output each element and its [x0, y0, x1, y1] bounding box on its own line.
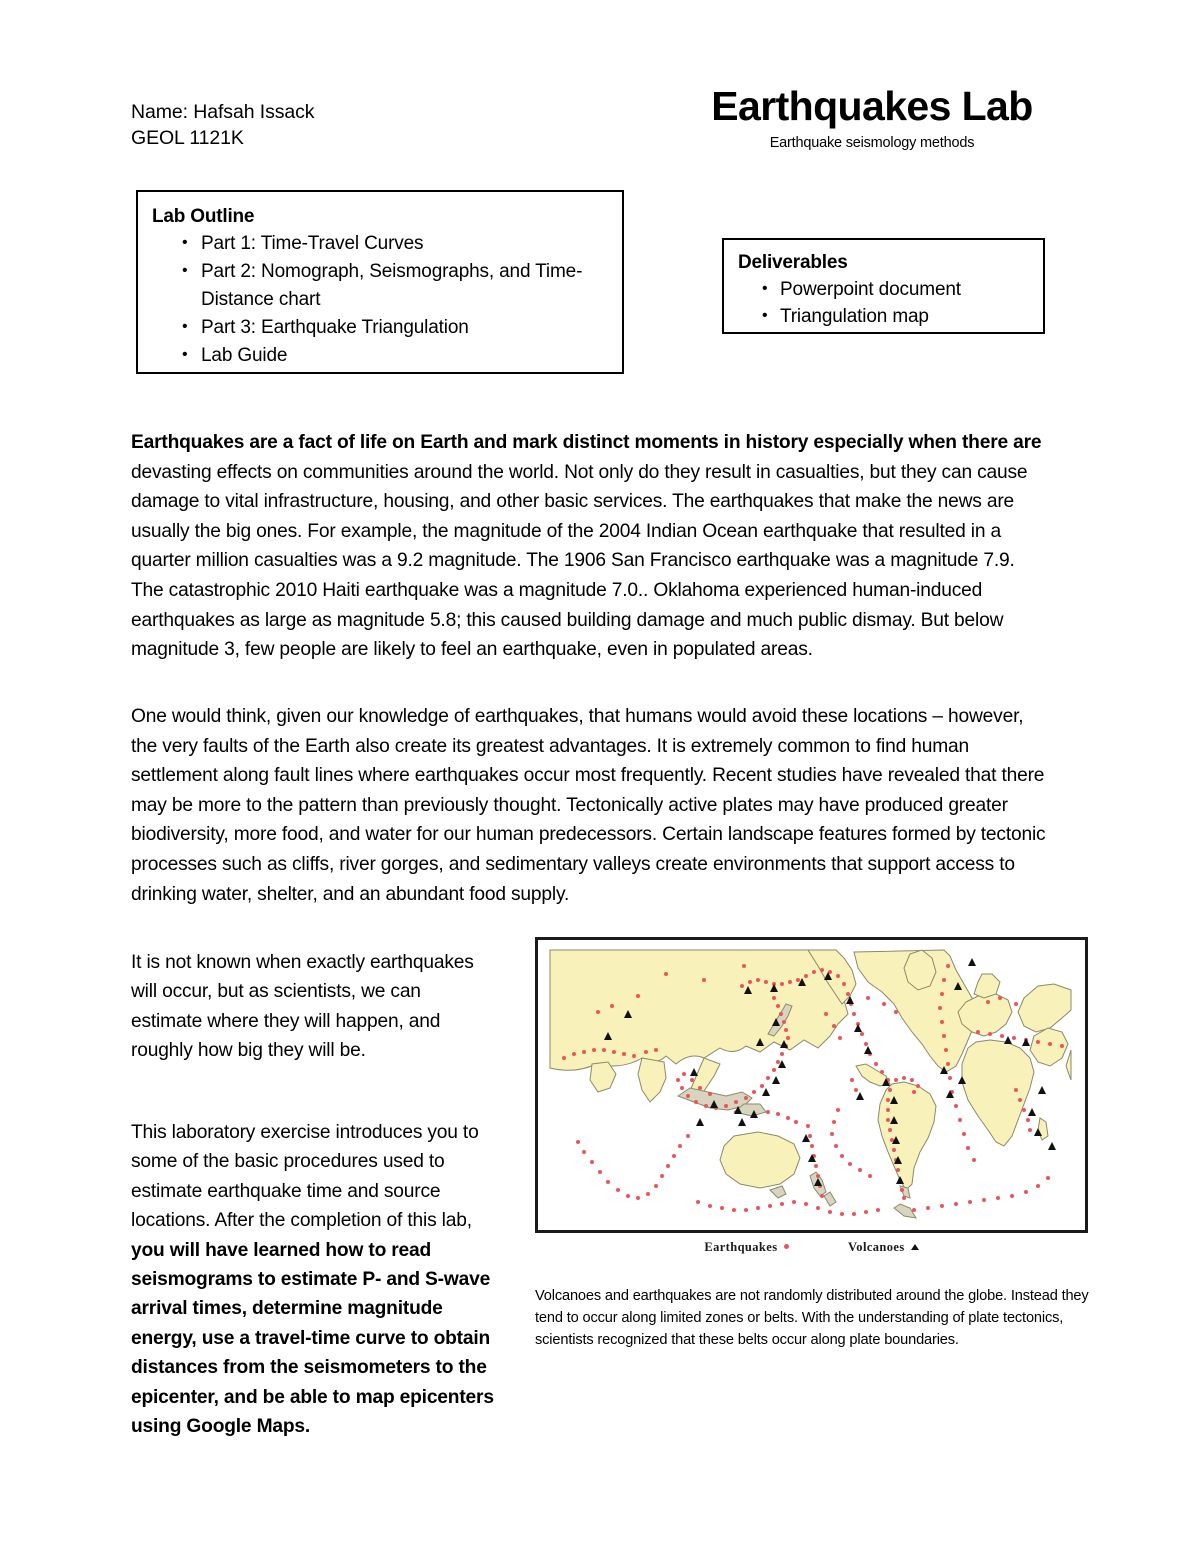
figure-caption: Volcanoes and earthquakes are not randomly distributed around the globe. Instead they tend to occur along limited zones or belts. With the understanding of plate tectonics, scientists recognized that these belts occur along plate boundaries.	[535, 1288, 1089, 1348]
list-item: • Triangulation map	[738, 303, 1029, 330]
volcano-triangle-icon	[911, 1244, 919, 1250]
student-name-line: Name: Hafsah Issack	[131, 101, 315, 123]
left-column-paragraph-2	[131, 1118, 497, 1441]
list-item: • Lab Guide	[152, 342, 608, 370]
legend-item-earthquakes	[704, 1240, 788, 1255]
paragraph-1-lead: Earthquakes are a fact of life on Earth and mark distinct moments in history especially when there are	[131, 432, 1042, 453]
deliverables-box	[722, 238, 1045, 334]
earthquake-dot-icon	[784, 1244, 789, 1249]
legend-label-earthquakes: Earthquakes	[704, 1240, 778, 1254]
deliverables-list	[738, 276, 1029, 330]
world-map-graphic	[538, 940, 1085, 1230]
map-frame	[535, 937, 1088, 1233]
legend-label-volcanoes: Volcanoes	[848, 1240, 905, 1254]
deliverables-heading: Deliverables	[738, 252, 848, 273]
left-column-paragraph-2-emphasis: you will have learned how to read seismograms to estimate P- and S-wave arrival times, determine magnitude energy, use a travel-time curve to obtain distances from the seismometers to the epicenter, and be able to map epicenters using Google Maps.	[131, 1239, 494, 1438]
paragraph-1-rest: devasting effects on communities around the world. Not only do they result in casualties, but they can cause damage to vital infrastructure, housing, and other basic services. The earthquakes that make the news are usually the big ones. For example, the magnitude of the 2004 Indian Ocean earthquake that resulted in a quarter million casualties was a 9.2 magnitude. The 1906 San Francisco earthquake was a magnitude 7.9. The catastrophic 2010 Haiti earthquake was a magnitude 7.0.. Oklahoma experienced human-induced earthquakes as large as magnitude 5.8; this caused building damage and much public dismay. But below magnitude 3, few people are likely to feel an earthquake, even in populated areas.	[131, 461, 1028, 661]
student-info-block	[131, 99, 314, 151]
lab-outline-list	[152, 230, 608, 370]
page-subtitle: Earthquake seismology methods	[769, 135, 975, 151]
left-column-paragraph-1: It is not known when exactly earthquakes will occur, but as scientists, we can estimate where they will happen, and roughly how big they will be.	[131, 952, 474, 1062]
left-column-paragraph-2-regular: This laboratory exercise introduces you to some of the basic procedures used to estimate earthquake time and source locations. After the completion of this lab,	[131, 1122, 479, 1232]
list-item: • Part 2: Nomograph, Seismographs, and Time-Distance chart	[152, 258, 608, 314]
document-title-block	[662, 82, 1082, 153]
lab-outline-heading: Lab Outline	[152, 206, 255, 227]
list-item: • Part 1: Time-Travel Curves	[152, 230, 608, 258]
list-item: • Part 3: Earthquake Triangulation	[152, 314, 608, 342]
page-title: Earthquakes Lab	[711, 83, 1033, 129]
lab-outline-box	[136, 190, 624, 374]
list-item: • Powerpoint document	[738, 276, 1029, 303]
map-legend	[535, 1240, 1088, 1255]
world-map-figure	[535, 937, 1088, 1255]
legend-item-volcanoes	[848, 1240, 919, 1255]
body-paragraph-2: One would think, given our knowledge of earthquakes, that humans would avoid these locations – however, the very faults of the Earth also create its greatest advantages. It is extremely common to find human settlement along fault lines where earthquakes occur most frequently. Recent studies have revealed that there may be more to the pattern than previously thought. Tectonically active plates may have produced greater biodiversity, more food, and water for our human predecessors. Certain landscape features formed by tectonic processes such as cliffs, river gorges, and sedimentary valleys create environments that support access to drinking water, shelter, and an abundant food supply.	[131, 706, 1046, 905]
course-code-line: GEOL 1121K	[131, 127, 244, 149]
body-paragraph-1	[131, 428, 1050, 665]
